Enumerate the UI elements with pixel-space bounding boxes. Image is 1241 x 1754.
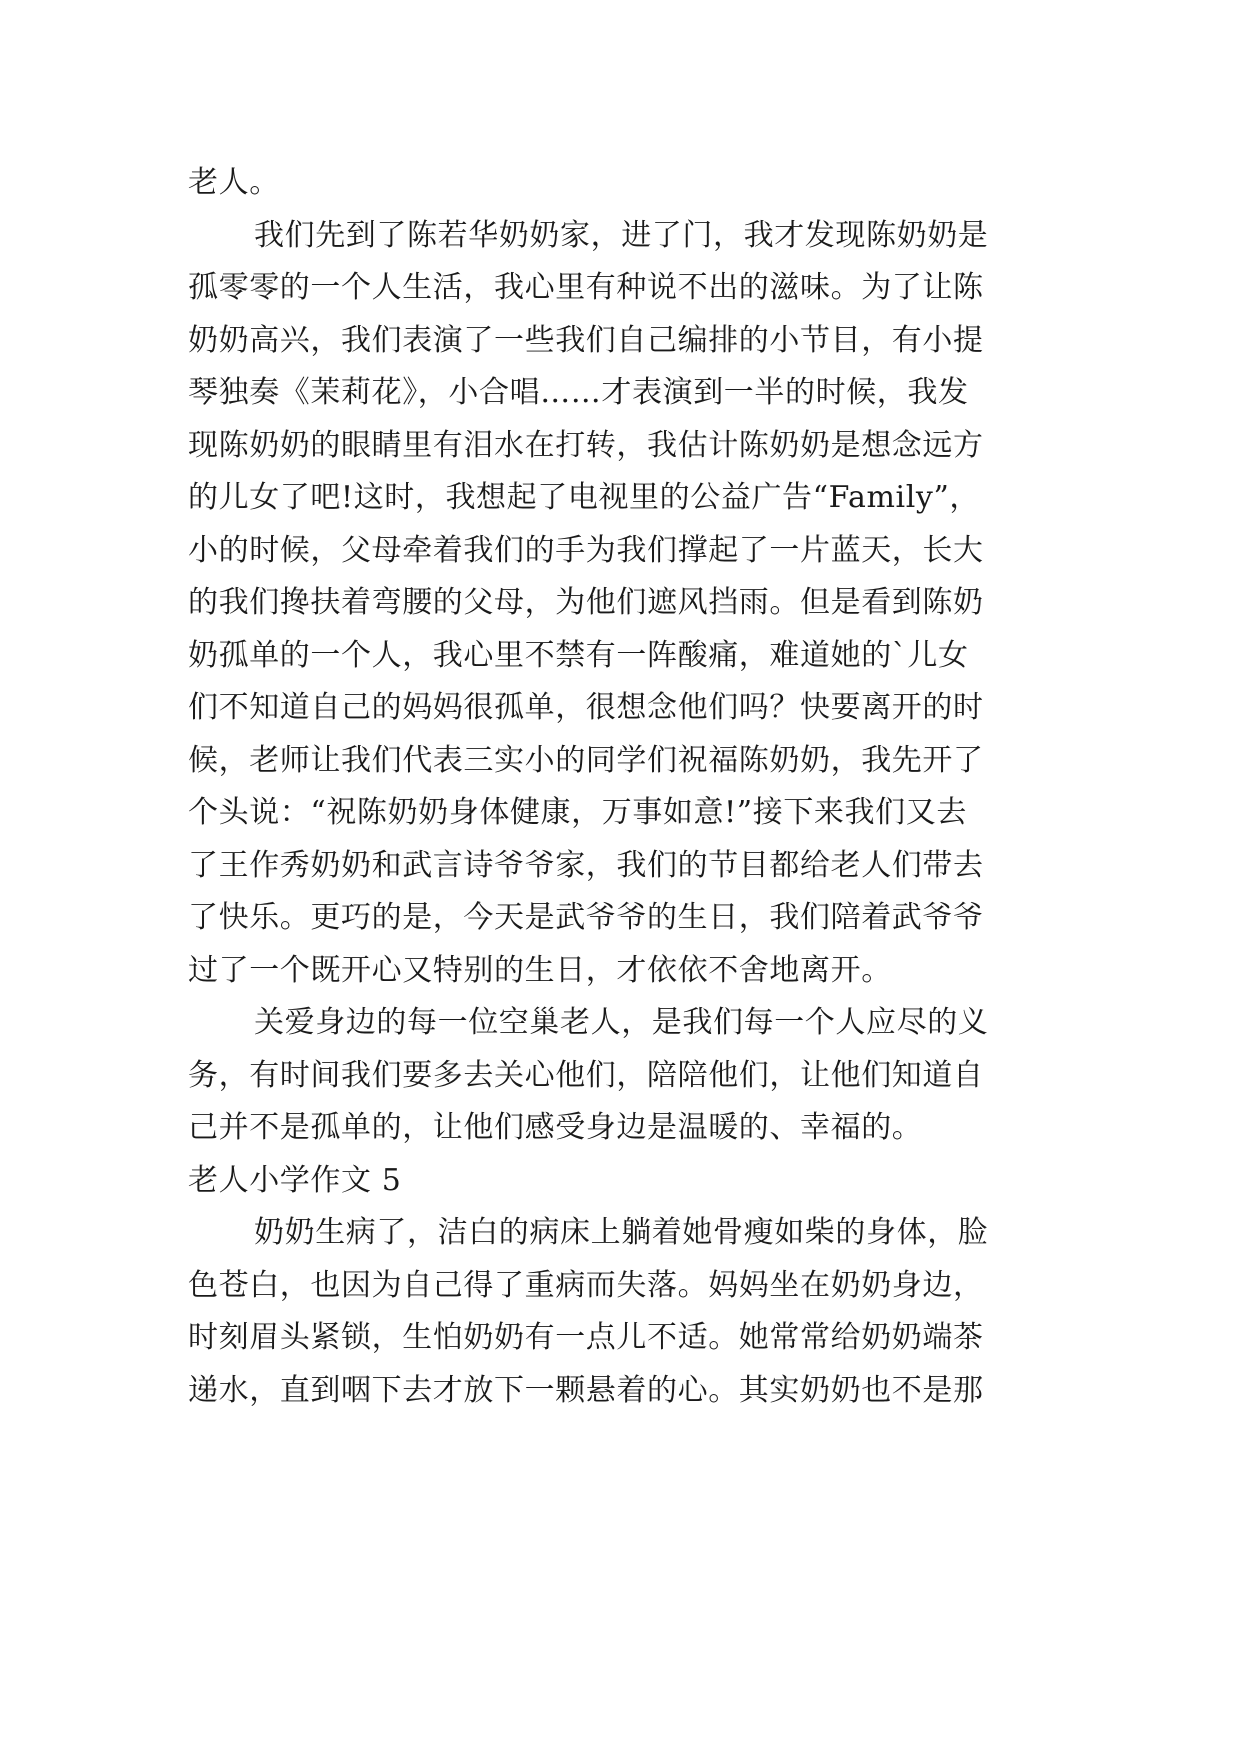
paragraph-line: 小的时候，父母牵着我们的手为我们撑起了一片蓝天，长大 xyxy=(188,532,984,568)
paragraph-line: 时刻眉头紧锁，生怕奶奶有一点儿不适。她常常给奶奶端茶 xyxy=(188,1320,984,1355)
paragraph-line: 己并不是孤单的，让他们感受身边是温暖的、幸福的。 xyxy=(188,1110,923,1145)
paragraph-line: 们不知道自己的妈妈很孤单，很想念他们吗？快要离开的时 xyxy=(188,690,984,725)
paragraph-line: 我们先到了陈若华奶奶家，进了门，我才发现陈奶奶是 xyxy=(254,217,989,253)
paragraph-line: 了快乐。更巧的是，今天是武爷爷的生日，我们陪着武爷爷 xyxy=(188,900,984,935)
paragraph-line: 了王作秀奶奶和武言诗爷爷家，我们的节目都给老人们带去 xyxy=(188,847,984,883)
paragraph-line: 递水，直到咽下去才放下一颗悬着的心。其实奶奶也不是那 xyxy=(188,1372,984,1408)
paragraph-line: 个头说：“祝陈奶奶身体健康，万事如意!”接下来我们又去 xyxy=(188,795,967,830)
paragraph-line: 关爱身边的每一位空巢老人，是我们每一个人应尽的义 xyxy=(254,1005,989,1040)
paragraph-line: 的儿女了吧!这时，我想起了电视里的公益广告“Family”， xyxy=(188,480,980,515)
paragraph-line: 奶孤单的一个人，我心里不禁有一阵酸痛，难道她的`儿女 xyxy=(188,637,969,673)
paragraph-line: 务，有时间我们要多去关心他们，陪陪他们，让他们知道自 xyxy=(188,1057,984,1093)
paragraph-line: 老人。 xyxy=(188,165,280,200)
section-heading: 老人小学作文 5 xyxy=(188,1162,402,1198)
paragraph-line: 过了一个既开心又特别的生日，才依依不舍地离开。 xyxy=(188,952,892,988)
essay-body xyxy=(188,157,1058,1417)
paragraph-line: 奶奶高兴，我们表演了一些我们自己编排的小节目，有小提 xyxy=(188,322,984,358)
paragraph-line: 现陈奶奶的眼睛里有泪水在打转，我估计陈奶奶是想念远方 xyxy=(188,427,984,463)
paragraph-line: 奶奶生病了，洁白的病床上躺着她骨瘦如柴的身体，脸 xyxy=(254,1215,989,1250)
paragraph-line: 候，老师让我们代表三实小的同学们祝福陈奶奶，我先开了 xyxy=(188,742,984,778)
paragraph-line: 孤零零的一个人生活，我心里有种说不出的滋味。为了让陈 xyxy=(188,270,984,305)
paragraph-line: 琴独奏《茉莉花》，小合唱……才表演到一半的时候，我发 xyxy=(188,375,969,410)
paragraph-line: 色苍白，也因为自己得了重病而失落。妈妈坐在奶奶身边， xyxy=(188,1267,984,1303)
paragraph-line: 的我们搀扶着弯腰的父母，为他们遮风挡雨。但是看到陈奶 xyxy=(188,585,984,620)
